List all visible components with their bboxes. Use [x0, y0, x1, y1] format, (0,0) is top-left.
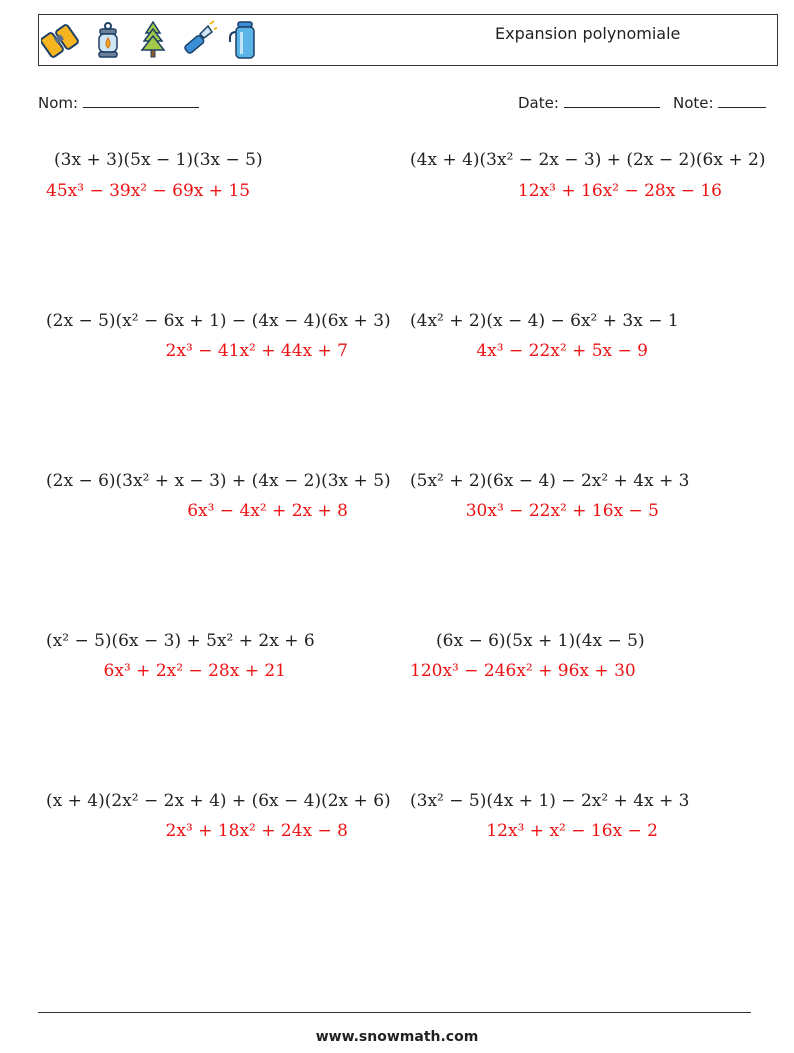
problem-answer: 120x³ − 246x² + 96x + 30 [410, 661, 636, 681]
lantern-icon [88, 20, 128, 60]
name-blank[interactable] [83, 95, 199, 108]
grade-field[interactable] [673, 94, 766, 112]
problem-answer: 4x³ − 22x² + 5x − 9 [476, 341, 648, 361]
problem-answer: 2x³ − 41x² + 44x + 7 [165, 341, 348, 361]
problem-answer: 2x³ + 18x² + 24x − 8 [165, 821, 348, 841]
thermos-icon [222, 20, 262, 60]
problem-question: (4x + 4)(3x² − 2x − 3) + (2x − 2)(6x + 2) [410, 150, 766, 170]
name-label: Nom: [38, 94, 79, 112]
problem-answer: 12x³ + x² − 16x − 2 [486, 821, 658, 841]
problem-question: (x² − 5)(6x − 3) + 5x² + 2x + 6 [46, 631, 315, 651]
problem-answer: 12x³ + 16x² − 28x − 16 [517, 181, 722, 201]
problem-question: (6x − 6)(5x + 1)(4x − 5) [436, 631, 645, 651]
problem-question: (3x² − 5)(4x + 1) − 2x² + 4x + 3 [410, 791, 690, 811]
problem-answer: 30x³ − 22x² + 16x − 5 [465, 501, 659, 521]
problem-question: (3x + 3)(5x − 1)(3x − 5) [54, 150, 263, 170]
date-blank[interactable] [564, 95, 660, 108]
date-label: Date: [518, 94, 559, 112]
date-field[interactable] [518, 94, 660, 112]
problem-question: (4x² + 2)(x − 4) − 6x² + 3x − 1 [410, 311, 679, 331]
grade-blank[interactable] [718, 95, 766, 108]
problem-answer: 45x³ − 39x² − 69x + 15 [46, 181, 251, 201]
worksheet-title: Expansion polynomiale [495, 24, 681, 43]
binoculars-icon [41, 20, 81, 60]
footer-website[interactable]: www.snowmath.com [315, 1029, 479, 1045]
name-field[interactable] [38, 94, 199, 112]
problem-question: (2x − 5)(x² − 6x + 1) − (4x − 4)(6x + 3) [46, 311, 391, 331]
problem-question: (2x − 6)(3x² + x − 3) + (4x − 2)(3x + 5) [46, 471, 391, 491]
problem-answer: 6x³ + 2x² − 28x + 21 [103, 661, 286, 681]
problem-answer: 6x³ − 4x² + 2x + 8 [187, 501, 348, 521]
pine-tree-icon [133, 20, 173, 60]
footer-divider [38, 1012, 751, 1013]
problem-question: (x + 4)(2x² − 2x + 4) + (6x − 4)(2x + 6) [46, 791, 391, 811]
problem-question: (5x² + 2)(6x − 4) − 2x² + 4x + 3 [410, 471, 690, 491]
grade-label: Note: [673, 94, 714, 112]
flashlight-icon [178, 20, 218, 60]
